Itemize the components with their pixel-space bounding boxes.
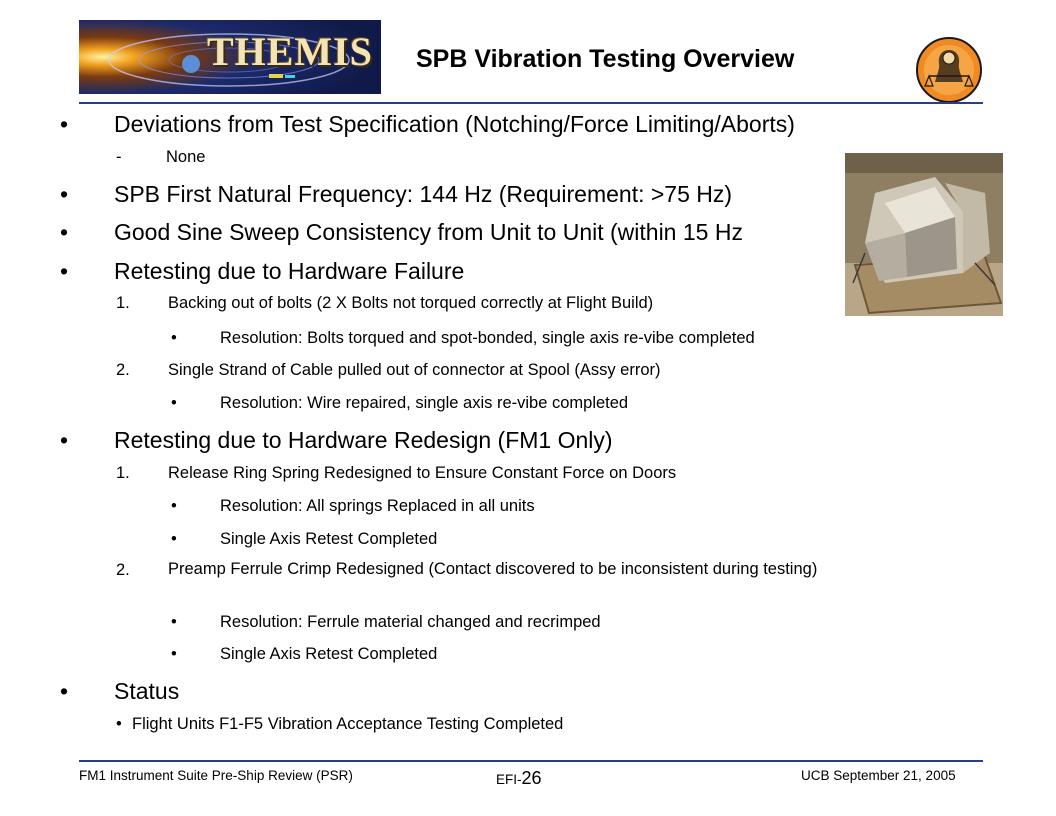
spb-unit-photo <box>845 153 1003 316</box>
footer-review-name: FM1 Instrument Suite Pre-Ship Review (PSR) <box>79 768 353 783</box>
numbered-item-text: Backing out of bolts (2 X Bolts not torqued correctly at Flight Build) <box>168 294 654 312</box>
retest-text: Single Axis Retest Completed <box>220 645 438 663</box>
bullet-marker: • <box>60 678 69 704</box>
resolution-text: Resolution: Bolts torqued and spot-bonded, single axis re-vibe completed <box>220 329 755 347</box>
resolution-text: Resolution: Wire repaired, single axis re-vibe completed <box>220 394 629 412</box>
number-marker: 1. <box>116 294 130 312</box>
logo-text: THEMIS <box>206 29 373 74</box>
sub-item-text: None <box>166 148 206 166</box>
footer-rule <box>79 760 983 762</box>
slide-title: SPB Vibration Testing Overview <box>416 45 795 73</box>
bullet-marker: • <box>60 219 69 245</box>
bullet-text: Status <box>114 678 180 704</box>
footer-page-number: 26 <box>521 768 542 788</box>
bullet-marker: • <box>171 530 177 548</box>
bullet-text: Retesting due to Hardware Redesign (FM1 Only) <box>114 427 613 453</box>
resolution-text: Resolution: All springs Replaced in all units <box>220 497 535 515</box>
bullet-text: Retesting due to Hardware Failure <box>114 258 465 284</box>
numbered-item-text: Preamp Ferrule Crimp Redesigned (Contact discovered to be inconsistent during testing) <box>168 560 818 578</box>
bullet-marker: • <box>60 181 69 207</box>
bullet-text: Deviations from Test Specification (Notching/Force Limiting/Aborts) <box>114 111 795 137</box>
bullet-text: SPB First Natural Frequency: 144 Hz (Requirement: >75 Hz) <box>114 181 733 207</box>
footer-page-prefix: EFI- <box>496 772 522 787</box>
themis-emblem-icon <box>915 36 983 104</box>
footer-page <box>496 768 542 789</box>
retest-text: Single Axis Retest Completed <box>220 530 438 548</box>
foil-wrapped-hardware-photo <box>845 153 1003 316</box>
numbered-item-text: Single Strand of Cable pulled out of connector at Spool (Assy error) <box>168 361 661 379</box>
number-marker: 2. <box>116 561 130 579</box>
number-marker: 2. <box>116 361 130 379</box>
bullet-marker: • <box>171 329 177 347</box>
bullet-marker: • <box>171 645 177 663</box>
bullet-text: Good Sine Sweep Consistency from Unit to Unit (within 15 Hz <box>114 219 743 245</box>
footer-date: UCB September 21, 2005 <box>801 768 956 783</box>
bullet-marker: • <box>116 715 122 733</box>
header-rule <box>79 102 983 104</box>
numbered-item-text: Release Ring Spring Redesigned to Ensure Constant Force on Doors <box>168 464 677 482</box>
themis-logo-banner <box>79 20 381 94</box>
status-text: Flight Units F1-F5 Vibration Acceptance Testing Completed <box>132 715 564 733</box>
bullet-marker: • <box>60 427 69 453</box>
dash-marker: - <box>116 148 122 166</box>
bullet-marker: • <box>60 111 69 137</box>
bullet-marker: • <box>171 613 177 631</box>
bullet-marker: • <box>171 497 177 515</box>
themis-emblem <box>915 36 983 104</box>
bullet-marker: • <box>60 258 69 284</box>
bullet-marker: • <box>171 394 177 412</box>
number-marker: 1. <box>116 464 130 482</box>
resolution-text: Resolution: Ferrule material changed and recrimped <box>220 613 601 631</box>
